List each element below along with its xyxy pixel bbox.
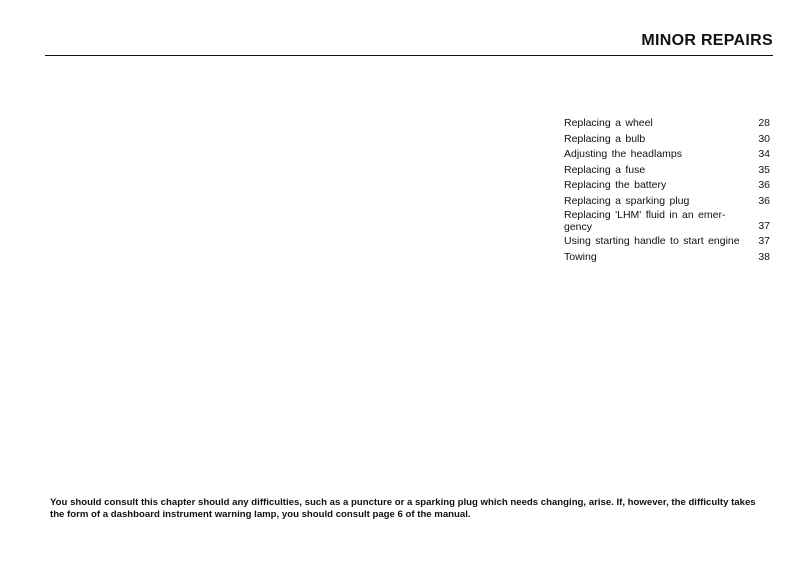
toc-page-number: 30 [758,132,770,145]
toc-page-number: 34 [758,148,770,160]
toc-page-number: 38 [758,250,770,263]
toc-item [564,194,770,210]
toc-item [564,116,770,132]
toc-topic-line: Replacing 'LHM' fluid in an emer- [564,209,726,221]
toc-item [564,132,770,148]
toc-topic [564,209,755,234]
toc-topic: Towing [564,250,597,263]
toc-item [564,250,770,266]
toc-page-number: 37 [758,235,770,247]
toc-page-number: 37 [758,219,770,232]
toc-page-number: 36 [758,194,770,207]
toc-item [564,178,770,194]
toc-page-number: 28 [758,117,770,129]
toc-item [564,234,770,250]
toc-item [564,163,770,179]
toc-item [564,147,770,163]
toc-topic: Replacing a fuse [564,163,646,176]
toc-topic-line: gency [564,221,593,233]
toc-topic: Replacing a sparking plug [564,194,690,207]
footnote: You should consult this chapter should any difficulties, such as a puncture or a sparking plug which needs changing, arise. If, however, the difficulty takes the form of a dashboard instrument warning lamp, you should consult page 6 of the manual. [50,497,756,520]
toc-page-number: 36 [758,179,770,191]
chapter-title: MINOR REPAIRS [641,32,773,49]
toc-topic: Adjusting the headlamps [564,148,682,160]
toc-topic: Replacing a wheel [564,117,653,129]
toc-page-number: 35 [758,163,770,176]
table-of-contents [564,116,770,265]
toc-topic: Using starting handle to start engine [564,235,740,247]
toc-topic: Replacing the battery [564,179,667,191]
title-rule [45,55,773,56]
toc-topic: Replacing a bulb [564,132,646,145]
toc-item [564,209,770,234]
